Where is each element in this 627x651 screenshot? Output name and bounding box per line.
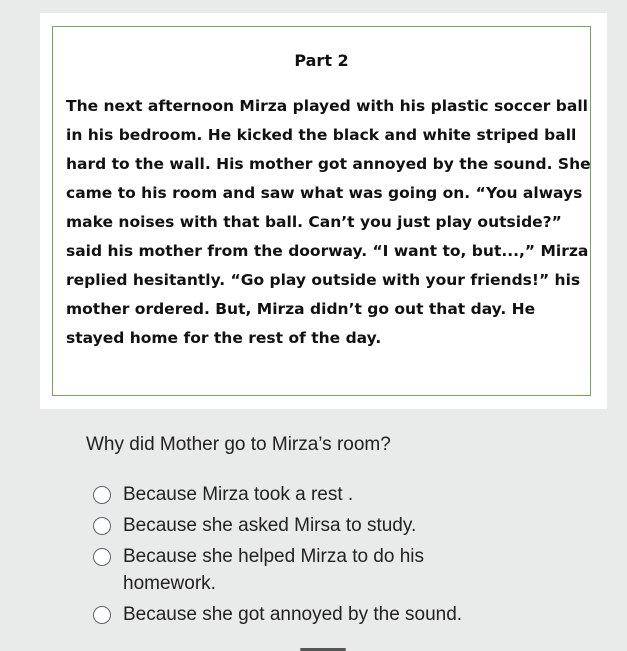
answer-option-label: Because she asked Mirsa to study. (123, 515, 417, 536)
answer-options (92, 481, 512, 632)
passage-frame (52, 26, 591, 396)
radio-button[interactable] (93, 548, 111, 566)
answer-option-label: Because she got annoyed by the sound. (123, 604, 463, 625)
radio-button[interactable] (93, 486, 111, 504)
question-text: Why did Mother go to Mirza’s room? (86, 434, 391, 455)
passage-text: The next afternoon Mirza played with his plastic soccer ball in his bedroom. He kicked the black and white striped ball hard to the wall. His mother got annoyed by the sound. She came to his room and saw what was going on. “You always make noises with that ball. Can’t you just play outside?” said his mother from the doorway. “I want to, but...,” Mirza replied hesitantly. “Go play outside with your friends!” his mother ordered. But, Mirza didn’t go out that day. He stayed home for the rest of the day. (66, 97, 591, 347)
answer-option-2[interactable] (92, 512, 512, 539)
answer-option-label: Because she helped Mirza to do his homework. (123, 546, 425, 594)
answer-option-1[interactable] (92, 481, 512, 508)
answer-option-3[interactable] (92, 543, 512, 597)
radio-button[interactable] (93, 606, 111, 624)
passage-title: Part 2 (294, 51, 349, 70)
radio-button[interactable] (93, 517, 111, 535)
passage-image (40, 13, 607, 409)
answer-option-4[interactable] (92, 601, 512, 628)
answer-option-label: Because Mirza took a rest . (123, 484, 354, 505)
